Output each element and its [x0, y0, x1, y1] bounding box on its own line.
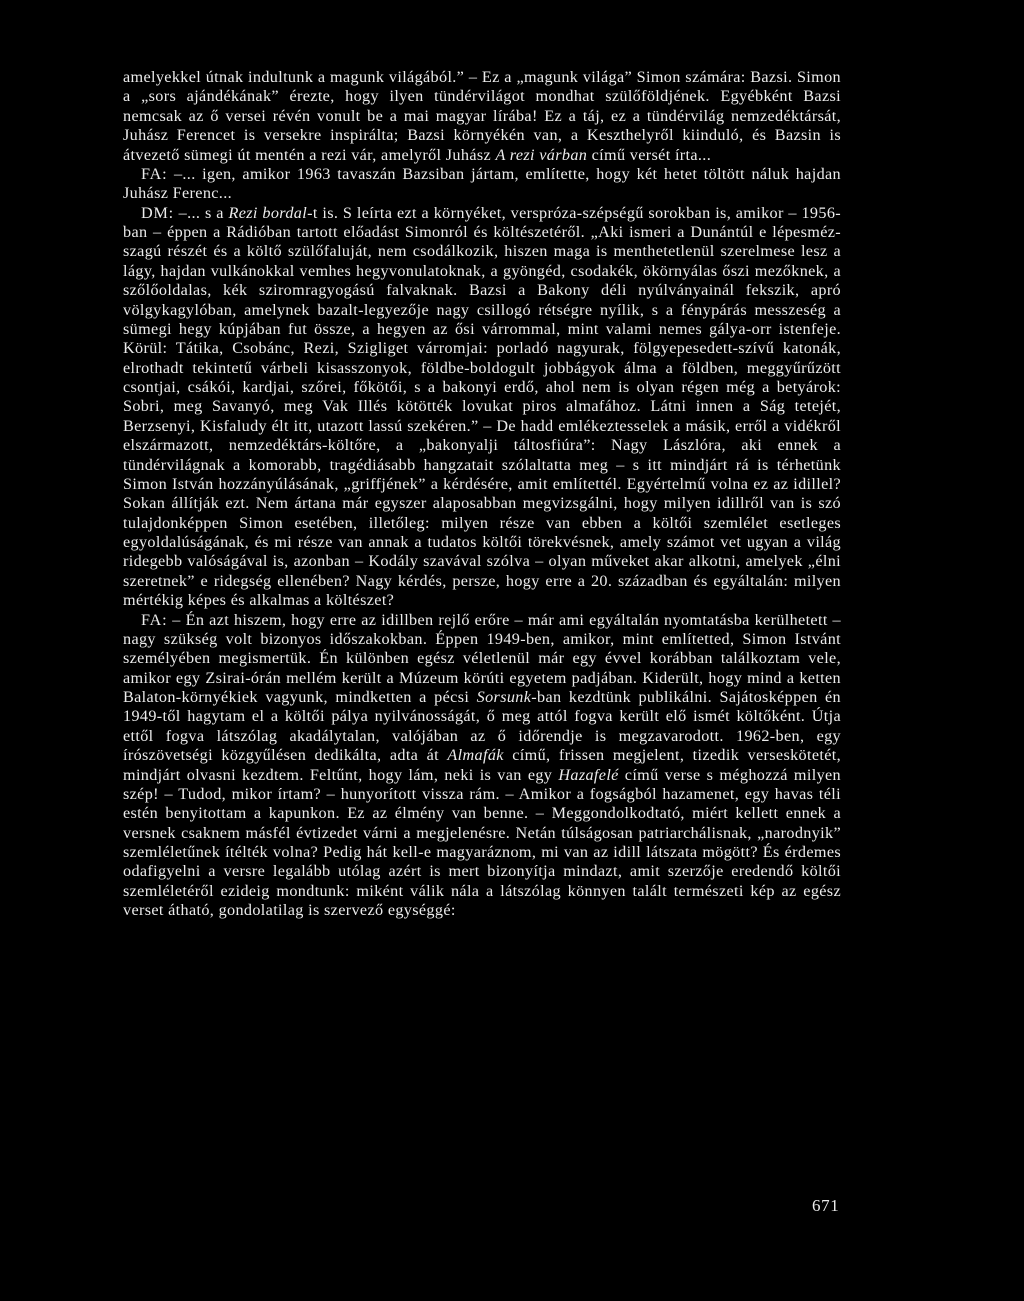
- speaker-label: FA:: [141, 610, 168, 629]
- paragraph: [123, 611, 841, 921]
- paragraph-text: –... igen, amikor 1963 tavaszán Bazsiban jártam, említette, hogy két hetet töltött náluk hajdan Juhász Ferenc...: [123, 164, 841, 203]
- paragraph: [123, 165, 841, 204]
- paragraph-text: -t is. S leírta ezt a környéket, verspróza-szépségű sorokban is, amikor – 1956-ban – éppen a Rádióban tartott előadást Simonról és költészetéről. „Aki ismeri a Dunántúl e lépesméz-szagú részét és a költő szülőfaluját, nem csodálkozik, hiszen maga is menthetetlenül szerelmese lesz a lágy, hajdan vulkánokkal vemhes hegyvonulatoknak, a gyöngéd, csodakék, ökörnyálas őszi mezőknek, a szőlőoldalas, kék sziromragyogású falvaknak. Bazsi a Bakony déli nyúlványainál fekszik, apró völgykagylóban, amelynek bazalt-legyezője nagy csillogó rétségre nyílik, s a fénypárás messzeség a sümegi hegy kúpjában fut össze, a hegyen az ősi várrommal, mint valami nemes gálya-orr istenfeje. Körül: Tátika, Csobánc, Rezi, Szigliget várromjai: porladó nagyurak, fölgyepesedett-szívű katonák, elrothadt tekintetű várbeli kisasszonyok, földbe-boldogult jobbágyok álma a földben, meggyűrűzött csontjai, csákói, kardjai, szőrei, főkötői, s a bakonyi erdő, ahol nem is olyan régen még a betyárok: Sobri, meg Savanyó, meg Vak Illés kötötték lovukat piros almafához. Látni innen a Ság tetejét, Berzsenyi, Kisfaludy élt itt, utazott lassú szekéren.” – De hadd emlékeztesselek a másik, erről a vidékről elszármazott, nemzedéktárs-költőre, a „bakonyalji táltosfiúra”: Nagy Lászlóra, aki ennek a tündérvilágnak a komorabb, tragédiásabb hangzatait szólaltatta meg – s itt mindjárt rá is térhetünk Simon István hozzányúlásának, „griffjének” a kérdésére, amit említettél. Egyértelmű volna ez az idillel? Sokan állítják ezt. Nem ártana már egyszer alaposabban megvizsgálni, hogy milyen idillről van is szó tulajdonképpen Simon esetében, illetőleg: milyen része van ebben a költői szemlélet esetleges egyoldalúságának, és mi része van annak a tudatos költői törekvésnek, amely számot vet ugyan a világ ridegebb valóságával is, azonban – Kodály szavával szólva – olyan műveket akar alkotni, amelyek „élni szeretnek” e ridegség ellenében? Nagy kérdés, persze, hogy erre a 20. században és egyáltalán: milyen mértékig képes és alkalmas a költészet?: [123, 203, 841, 610]
- paragraph: [123, 204, 841, 611]
- page-number: 671: [812, 1196, 840, 1215]
- paragraph-text: című versét írta...: [587, 145, 712, 164]
- body-text: [123, 68, 841, 921]
- italic-title: Rezi bordal: [228, 203, 308, 222]
- italic-title: A rezi várban: [495, 145, 588, 164]
- paragraph-text: című, frissen megjelent, tizedik verseskötetét, mindjárt olvasni kezdtem. Feltűnt, hogy lám, neki is van egy: [123, 746, 841, 784]
- paragraph-text: -ban kezdtünk publikálni. Sajátosképpen én 1949-től hagytam el a költői pálya nyilvánosságát, ő meg attól fogva került elő ismét költőként. Útja ettől fogva látszólag akadálytalan, valójában az ő időrendje is megzavarodott. 1962-ben, egy írószövetségi közgyűlésen dedikálta, adta át: [123, 688, 841, 765]
- italic-title: Sorsunk: [476, 688, 532, 706]
- speaker-label: FA:: [141, 164, 168, 183]
- paragraph-text: amelyekkel útnak indultunk a magunk világából.” – Ez a „magunk világa” Simon számára: Bazsi. Simon a „sors ajándékának” érezte, hogy ilyen tündérvilágot mondhat szülőföldjének. Egyébként Bazsi nemcsak az ő versei révén vonult be a mai magyar lírába! Ez a táj, ez a tündérvilág nemzedéktársát, Juhász Ferencet is versekre inspirálta; Bazsi környékén van, a Keszthelyről kiinduló, és Bazsin is átvezető sümegi út mentén a rezi vár, amelyről Juhász: [123, 68, 841, 164]
- paragraph-text: – Én azt hiszem, hogy erre az idillben rejlő erőre – már ami egyáltalán nyomtatásba kerülhetett – nagy szükség volt bizonyos időszakokban. Éppen 1949-ben, amikor, mint említetted, Simon Istvánt személyében megismertük. Én különben egész véletlenül már egy évvel korábban találkoztam vele, amikor egy Zsirai-órán mellém került a Múzeum körúti egyetem padjában. Kiderült, hogy mind a ketten Balaton-környékiek vagyunk, mindketten a pécsi: [123, 610, 841, 706]
- paragraph: [123, 68, 841, 165]
- speaker-label: DM:: [141, 203, 174, 222]
- paragraph-text: című verse s méghozzá milyen szép! – Tudod, mikor írtam? – hunyorított vissza rám. – Amikor a fogságból hazamenet, egy havas téli estén benyitottam a kapunkon. Ez az élmény van benne. – Meggondolkodtató, miért kellett ennek a versnek csaknem másfél évtizedet várni a megjelenésre. Netán túlságosan patriarchálisnak, „narodnyik” szemléletűnek ítélték volna? Pedig hát kell-e magyaráznom, mi van az idill látszata mögött? És érdemes odafigyelni a versre legalább utólag azért is mert bizonyítja mindazt, amit szerzője eredendő költői szemléletéről ezideig mondtunk: miként válik nála a látszólag könnyen talált természeti kép az egész verset átható, gondolatilag is szervező egységgé:: [123, 765, 841, 920]
- italic-title: Hazafelé: [558, 765, 619, 784]
- italic-title: Almafák: [447, 746, 504, 765]
- paragraph-text: –... s a: [173, 203, 229, 222]
